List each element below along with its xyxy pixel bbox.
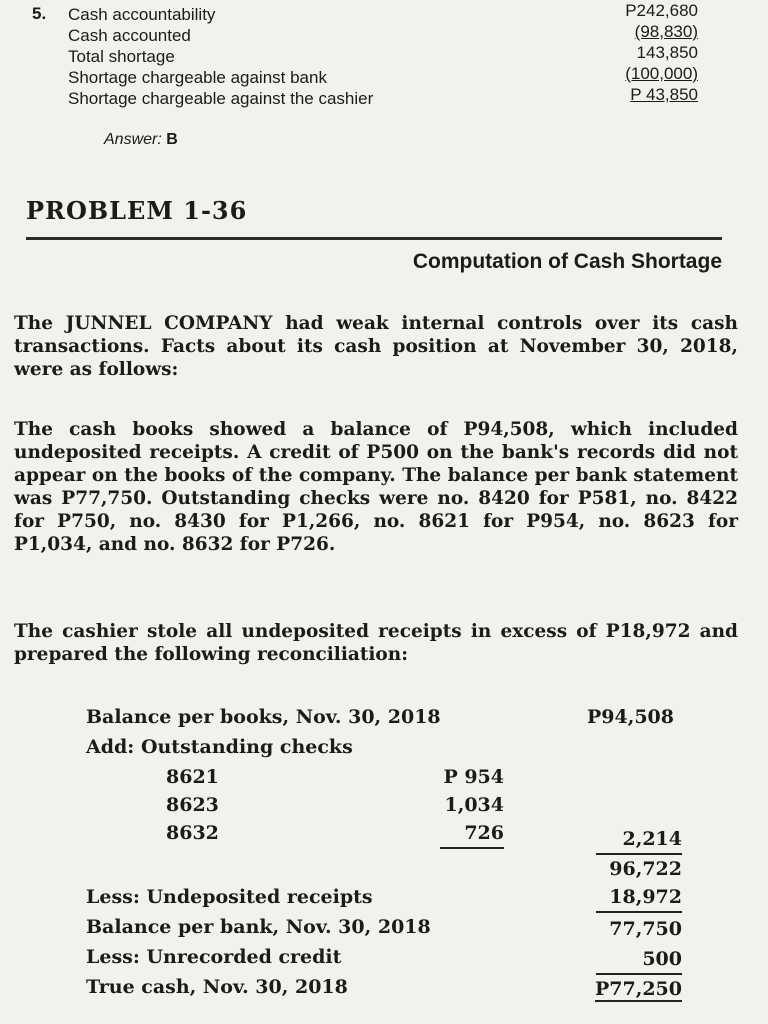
check-amount: P 954 [443, 766, 504, 788]
item-line: Shortage chargeable against the cashier [68, 89, 374, 108]
item-line: Shortage chargeable against bank [68, 68, 327, 87]
add-label: Add: Outstanding checks [86, 736, 353, 758]
problem-title: PROBLEM 1-36 [26, 196, 248, 225]
true-cash-value: P77,250 [594, 978, 682, 1000]
paragraph-cashier: The cashier stole all undeposited receipts in excess of P18,972 and prepared the following reconciliation: [14, 621, 738, 665]
check-number: 8632 [166, 822, 219, 844]
item-value: 143,850 [636, 43, 698, 62]
check-amount: 1,034 [444, 794, 504, 816]
item-line: Total shortage [68, 47, 175, 66]
problem-subtitle: Computation of Cash Shortage [412, 250, 722, 273]
subtotal: 96,722 [609, 858, 682, 880]
item-value: (100,000) [625, 64, 698, 83]
answer-label: Answer: [104, 131, 162, 148]
check-amount: 726 [440, 820, 504, 849]
divider [26, 237, 722, 240]
item-line: Cash accountability [68, 5, 216, 24]
less-unrecorded-value: 500 [596, 946, 682, 975]
less-undeposited-value: 18,972 [596, 884, 682, 913]
paragraph-intro: The JUNNEL COMPANY had weak internal controls over its cash transactions. Facts about its cash position at November 30, 2018, were as follows: [14, 313, 738, 380]
item-number: 5. [32, 4, 47, 23]
balance-books-value: P94,508 [586, 706, 674, 728]
less-undeposited-label: Less: Undeposited receipts [86, 886, 373, 908]
item-value: (98,830) [634, 22, 698, 41]
item-labels [68, 4, 373, 109]
less-unrecorded-label: Less: Unrecorded credit [86, 946, 342, 968]
balance-books-label: Balance per books, Nov. 30, 2018 [86, 706, 441, 728]
item-value: P242,680 [625, 1, 698, 20]
balance-bank-value: 77,750 [609, 918, 682, 940]
paragraph-facts: The cash books showed a balance of P94,508, which included undeposited receipts. A credit of P500 on the bank's records did not appear on the books of the company. The balance per bank statement was P77,750. Outstanding checks were no. 8420 for P581, no. 8422 for P750, no. 8430 for P1,266, no. 8621 for P954, no. 8623 for P1,034, and no. 8632 for P726. [14, 419, 738, 555]
answer [104, 131, 178, 149]
true-cash-label: True cash, Nov. 30, 2018 [86, 976, 348, 998]
check-number: 8621 [166, 766, 219, 788]
checks-total: 2,214 [596, 826, 682, 855]
item-value: P 43,850 [630, 85, 698, 104]
balance-bank-label: Balance per bank, Nov. 30, 2018 [86, 916, 431, 938]
answer-value: B [166, 131, 178, 148]
item-line: Cash accounted [68, 26, 191, 45]
check-number: 8623 [166, 794, 219, 816]
item-values [625, 0, 698, 105]
